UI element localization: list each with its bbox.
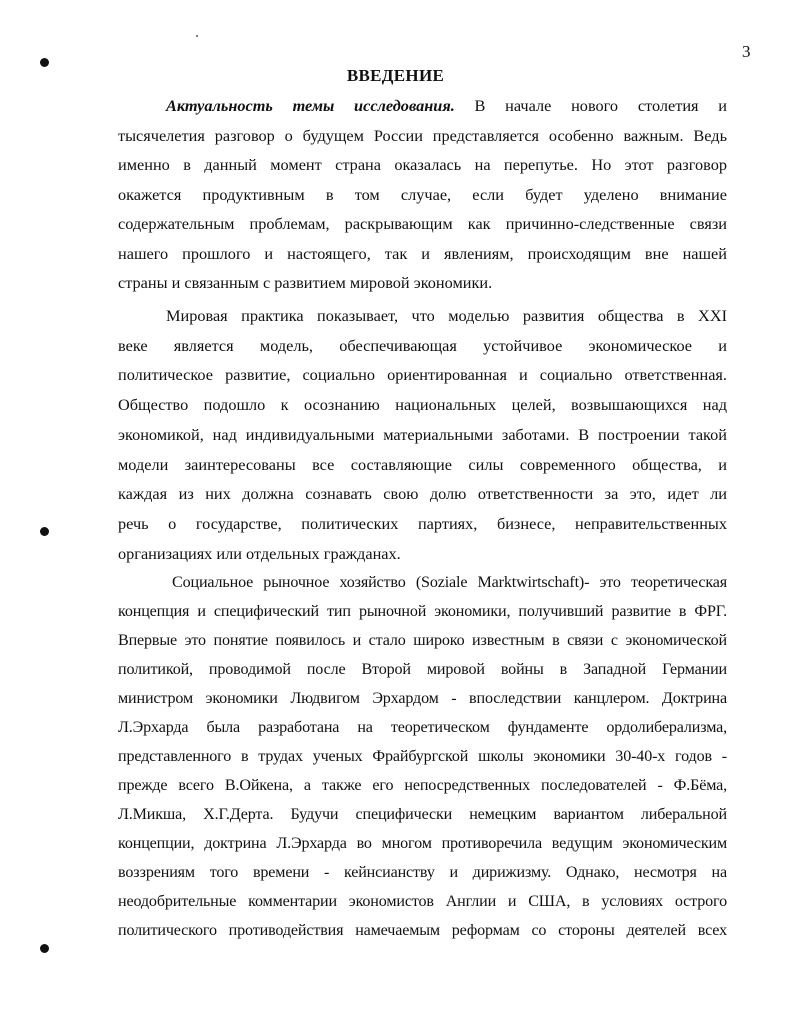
page-title: ВВЕДЕНИЕ <box>346 66 445 85</box>
text-line: неодобрительные комментарии экономистов Англии и США, в условиях острого <box>118 893 727 910</box>
text-line: концепции, доктрина Л.Эрхарда во многом противоречила ведущим экономическим <box>118 835 727 852</box>
text-line: концепция и специфический тип рыночной экономики, получивший развитие в ФРГ. <box>118 603 727 620</box>
text-line: экономикой, над индивидуальными материальными заботами. В построении такой <box>118 424 727 444</box>
scan-speck <box>196 35 198 37</box>
text-line: Социальное рыночное хозяйство (Soziale Marktwirtschaft)- это теоретическая <box>172 574 727 591</box>
text-line: организациях или отдельных гражданах. <box>118 543 401 563</box>
text-line: страны и связанным с развитием мировой экономики. <box>118 273 493 292</box>
text-line: Общество подошло к осознанию национальных целей, возвышающихся над <box>118 395 727 415</box>
text-line: модели заинтересованы все составляющие силы современного общества, и <box>118 454 727 474</box>
text-line: прежде всего В.Ойкена, а также его непосредственных последователей - Ф.Бёма, <box>118 777 727 794</box>
text-line: министром экономики Людвигом Эрхардом - впоследствии канцлером. Доктрина <box>118 690 727 707</box>
text-line: Мировая практика показывает, что моделью развития общества в XXI <box>166 306 727 325</box>
text-line: окажется продуктивным в том случае, если будет уделено внимание <box>118 184 727 204</box>
text-line: тысячелетия разговор о будущем России представляется особенно важным. Ведь <box>118 125 727 145</box>
hole-punch-mark <box>40 944 49 953</box>
text-line: Л.Микша, Х.Г.Дерта. Будучи специфически немецким вариантом либеральной <box>118 806 727 823</box>
hole-punch-mark <box>40 527 49 536</box>
section-lead: Актуальность темы исследования. <box>166 96 455 115</box>
text-line: политического противодействия намечаемым реформам со стороны деятелей всех <box>118 922 727 939</box>
text-line: воззрениям того времени - кейнсианству и дирижизму. Однако, несмотря на <box>118 864 727 881</box>
text-line: именно в данный момент страна оказалась на перепутье. Но этот разговор <box>118 155 727 174</box>
text-line: речь о государстве, политических партиях, бизнесе, неправительственных <box>118 513 727 533</box>
text-line: содержательным проблемам, раскрывающим как причинно-следственные связи <box>118 214 727 233</box>
text-line: Л.Эрхарда была разработана на теоретическом фундаменте ордолиберализма, <box>118 719 727 736</box>
text-line: веке является модель, обеспечивающая устойчивое экономическое и <box>118 335 727 355</box>
text-line: представленного в трудах ученых Фрайбургской школы экономики 30-40-х годов - <box>118 748 727 765</box>
text-line: политикой, проводимой после Второй мировой войны в Западной Германии <box>118 661 727 678</box>
page-number: 3 <box>742 42 751 61</box>
text-line: Впервые это понятие появилось и стало широко известным в связи с экономической <box>118 632 727 649</box>
text-line: нашего прошлого и настоящего, так и явлениям, происходящим вне нашей <box>118 243 727 263</box>
text-line: Актуальность темы исследования. В начале нового столетия и <box>166 96 727 115</box>
text-line: каждая из них должна сознавать свою долю ответственности за это, идет ли <box>118 484 727 504</box>
text-line: политическое развитие, социально ориентированная и социально ответственная. <box>118 365 727 385</box>
